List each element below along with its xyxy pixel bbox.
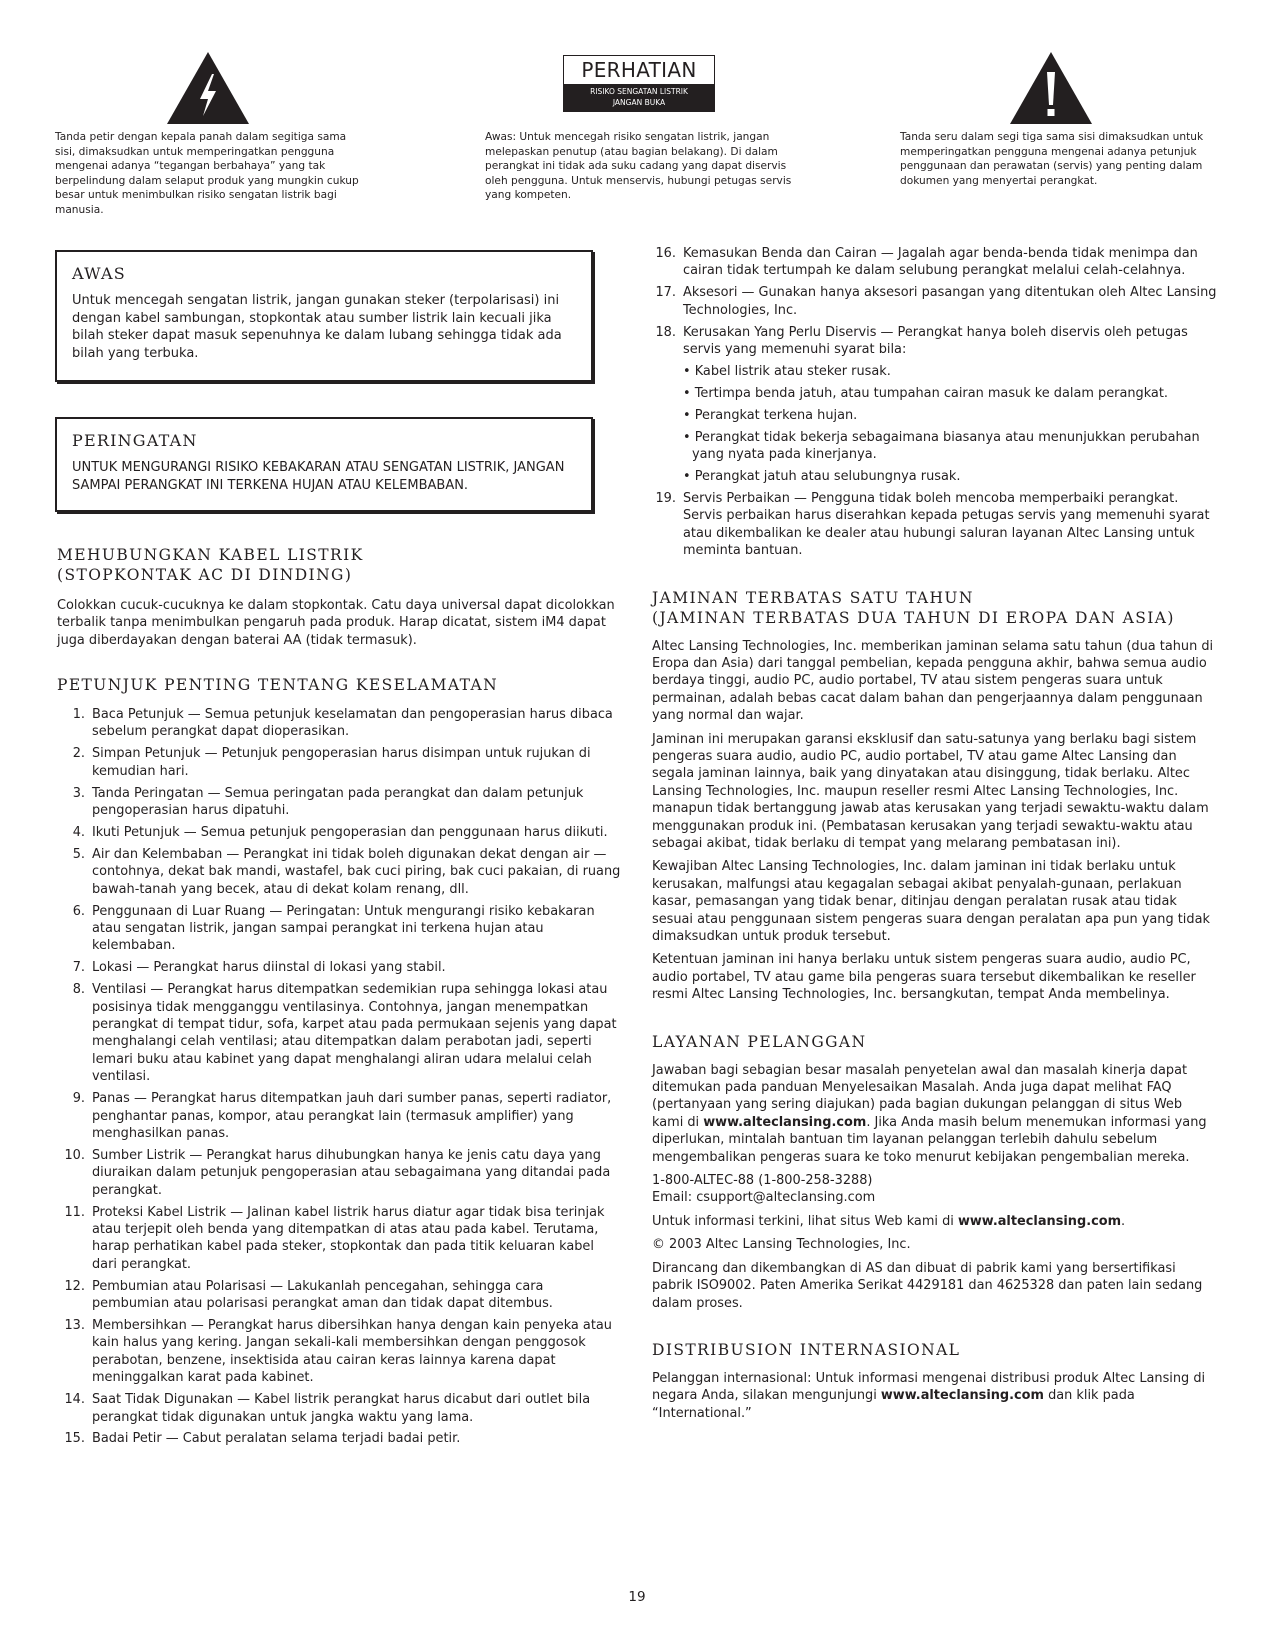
list-item: [652, 324, 1217, 359]
list-item-number: 6.: [72, 903, 85, 919]
list-item: [61, 1278, 622, 1313]
list-item-number: 11.: [64, 1204, 85, 1220]
list-item-number: 8.: [72, 982, 85, 998]
exclamation-symbol-caption: Tanda seru dalam segi tiga sama sisi dimaksudkan untuk memperingatkan pengguna mengenai adanya petunjuk penggunaan dan perawatan (servis) yang penting dalam dokumen yang menyertai perangkat.: [900, 131, 1204, 187]
perhatian-sub-line2: JANGAN BUKA: [612, 98, 666, 107]
page-number: 19: [628, 1589, 646, 1605]
bullet-item: • Perangkat tidak bekerja sebagaimana biasanya atau menunjukkan perubahan yang nyata pada kinerjanya.: [683, 429, 1200, 463]
awas-body: Untuk mencegah sengatan listrik, jangan gunakan steker (terpolarisasi) ini dengan kabel sambungan, stopkontak atau sumber listrik lain kecuali jika bilah steker dapat masuk sepenuhnya ke dalam lubang sehingga tidak ada bilah yang terbuka.: [72, 293, 562, 361]
right-column: [652, 245, 1217, 1428]
bullet-item: • Perangkat terkena hujan.: [683, 407, 858, 423]
list-item: [61, 1090, 622, 1142]
safety-instructions-list-continued: [652, 245, 1217, 358]
list-item-text: Kerusakan Yang Perlu Diservis — Perangkat hanya boleh diservis oleh petugas servis yang memenuhi syarat bila:: [683, 324, 1188, 358]
mehubungkan-section: [57, 545, 622, 655]
list-item-number: 10.: [64, 1147, 85, 1163]
list-item: [61, 981, 622, 1085]
list-item: [61, 1204, 622, 1274]
list-item-number: 2.: [72, 746, 85, 762]
jaminan-paragraph-4: Ketentuan jaminan ini hanya berlaku untuk sistem pengeras suara audio, audio PC, audio portabel, TV atau game bila pengeras suara tersebut dikembalikan ke reseller resmi Altec Lansing Technologies, Inc. bersangkutan, tempat Anda membelinya.: [652, 952, 1196, 1003]
list-item-number: 18.: [655, 324, 676, 340]
electric-shock-warning-icon: [167, 52, 249, 124]
phone-number: 1-800-ALTEC-88 (1-800-258-3288): [652, 1173, 873, 1189]
jaminan-heading: [652, 588, 1217, 628]
support-email: Email: csupport@alteclansing.com: [652, 1190, 876, 1206]
list-item-number: 5.: [72, 846, 85, 862]
exclamation-warning-icon: [1010, 52, 1092, 124]
distribution-website-link[interactable]: www.alteclansing.com: [880, 1388, 1044, 1404]
list-item: [61, 1430, 622, 1447]
list-item-text: Membersihkan — Perangkat harus dibersihkan hanya dengan kain penyeka atau kain halus yang kering. Jangan sekali-kali membersihkan dengan penggosok perabotan, benzene, insektisida atau cairan keras lainnya karena dapat meninggalkan karat pada kabinet.: [92, 1318, 612, 1386]
list-item-text: Kemasukan Benda dan Cairan — Jagalah agar benda-benda tidak menimpa dan cairan tidak tertumpah ke dalam selubung perangkat melalui celah-celahnya.: [683, 246, 1198, 279]
jaminan-heading-line1: JAMINAN TERBATAS SATU TAHUN: [652, 588, 974, 607]
peringatan-body: UNTUK MENGURANGI RISIKO KEBAKARAN ATAU SENGATAN LISTRIK, JANGAN SAMPAI PERANGKAT INI TERKENA HUJAN ATAU KELEMBABAN.: [72, 460, 565, 493]
list-item-number: 13.: [64, 1318, 85, 1333]
design-statement: Dirancang dan dikembangkan di AS dan dibuat di pabrik kami yang bersertifikasi pabrik ISO9002. Paten Amerika Serikat 4429181 dan 4625328 dan paten lain sedang dalam proses.: [652, 1260, 1203, 1311]
list-item-text: Servis Perbaikan — Pengguna tidak boleh mencoba memperbaiki perangkat. Servis perbaikan harus diserahkan kepada petugas servis yang memenuhi syarat atau dikembalikan ke dealer atau hubungi saluran layanan Altec Lansing untuk meminta bantuan.: [683, 490, 1210, 559]
list-item-text: Lokasi — Perangkat harus diinstal di lokasi yang stabil.: [92, 960, 446, 976]
copyright: © 2003 Altec Lansing Technologies, Inc.: [652, 1237, 911, 1253]
list-item-number: 1.: [72, 707, 85, 722]
info-text-a: Untuk informasi terkini, lihat situs Web kami di: [652, 1213, 958, 1229]
list-item-number: 9.: [72, 1091, 85, 1107]
peringatan-title: PERINGATAN: [72, 431, 198, 450]
list-item: [61, 959, 622, 976]
list-item-text: Air dan Kelembaban — Perangkat ini tidak boleh digunakan dekat dengan air — contohnya, dekat bak mandi, wastafel, bak cuci piring, bak cuci pakaian, di ruang bawah-tanah yang becek, atau di dekat kolam renang, dll.: [92, 846, 621, 897]
petunjuk-section: [57, 675, 622, 1452]
lightning-symbol-caption: Tanda petir dengan kepala panah dalam segitiga sama sisi, dimaksudkan untuk memperingatkan pengguna mengenai adanya “tegangan berbahaya” yang tak berpelindung dalam selaput produk yang mungkin cukup besar untuk menimbulkan risiko sengatan listrik bagi manusia.: [55, 131, 359, 216]
mehubungkan-body: Colokkan cucuk-cucuknya ke dalam stopkontak. Catu daya universal dapat dicolokkan terbalik tanpa menimbulkan pengaruh pada produk. Harap dicatat, sistem iM4 dapat juga diberdayakan dengan baterai AA (tidak termasuk).: [57, 598, 615, 648]
contact-lines: [652, 1172, 1217, 1207]
petunjuk-heading: PETUNJUK PENTING TENTANG KESELAMATAN: [57, 676, 499, 694]
layanan-heading: LAYANAN PELANGGAN: [652, 1032, 867, 1051]
perhatian-subtitle: [564, 84, 714, 111]
list-item: [61, 745, 622, 780]
list-item-number: 19.: [655, 490, 676, 506]
safety-instructions-list-last: [652, 490, 1217, 560]
awas-title: AWAS: [72, 264, 126, 283]
jaminan-paragraph-1: Altec Lansing Technologies, Inc. memberikan jaminan selama satu tahun (dua tahun di Eropa dan Asia) dari tanggal pembelian, kepada pengguna akhir, bahwa semua audio berdaya tinggi, audio PC, audio portabel, TV atau sistem pengeras suara untuk permainan, adalah bebas cacat dalam bahan dan pengerjaannya dalam penggunaan yang normal dan wajar.: [652, 638, 1214, 724]
info-text-b: .: [1121, 1213, 1126, 1229]
list-item-number: 16.: [655, 246, 676, 261]
list-item-number: 15.: [64, 1431, 85, 1447]
list-item: [652, 284, 1217, 319]
list-item-text: Saat Tidak Digunakan — Kabel listrik perangkat harus dicabut dari outlet bila perangkat tidak digunakan untuk jangka waktu yang lama.: [92, 1392, 591, 1425]
distribusi-paragraph: [652, 1370, 1217, 1422]
list-item-text: Panas — Perangkat harus ditempatkan jauh dari sumber panas, seperti radiator, penghantar panas, kompor, atau perangkat lain (termasuk amplifier) yang menghasilkan panas.: [92, 1091, 612, 1141]
distribusi-text-b: dan klik pada “International.”: [652, 1388, 1135, 1421]
layanan-text-a: Jawaban bagi sebagian besar masalah penyetelan awal dan masalah kinerja dapat ditemukan pada panduan Menyelesaikan Masalah. Anda juga dapat melihat FAQ (pertanyaan yang sering diajukan) pada bagian dukungan pelanggan di situs Web kami di: [652, 1062, 1188, 1130]
list-item-text: Tanda Peringatan — Semua peringatan pada perangkat dan dalam petunjuk pengoperasian harus dipatuhi.: [92, 785, 584, 819]
list-item-text: Pembumian atau Polarisasi — Lakukanlah pencegahan, sehingga cara pembumian atau polarisasi perangkat aman dan tidak dapat ditembus.: [92, 1278, 553, 1312]
support-website-link[interactable]: www.alteclansing.com: [703, 1114, 867, 1130]
list-item-text: Badai Petir — Cabut peralatan selama terjadi badai petir.: [92, 1431, 461, 1447]
jaminan-paragraph-2: Jaminan ini merupakan garansi eksklusif dan satu-satunya yang berlaku bagi sistem pengeras suara audio, audio PC, audio portabel, TV atau game Altec Lansing dan segala jaminan lainnya, baik yang dinyatakan atau disinggung, tidak berlaku. Altec Lansing Technologies, Inc. maupun reseller resmi Altec Lansing Technologies, Inc. manapun tidak bertanggung jawab atas kerusakan yang terjadi sewaktu-waktu dalam menggunakan produk ini. (Pembatasan kerusakan yang terjadi sewaktu-waktu atau sebagai akibat, tidak berlaku di tempat yang melarang pembatasan ini).: [652, 731, 1209, 851]
list-item: [61, 846, 622, 898]
service-conditions-list: [652, 363, 1217, 485]
list-item: [61, 903, 622, 955]
list-item: [61, 785, 622, 820]
list-item: [61, 1391, 622, 1426]
distribusi-text-a: Pelanggan internasional: Untuk informasi mengenai distribusi produk Altec Lansing di negara Anda, silakan mengunjungi: [652, 1370, 1206, 1404]
safety-instructions-list: [57, 706, 622, 1448]
list-item: [61, 1147, 622, 1199]
jaminan-paragraph-3: Kewajiban Altec Lansing Technologies, Inc. dalam jaminan ini tidak berlaku untuk kerusakan, malfungsi atau kegagalan sebagai akibat penyalah-gunaan, perlakuan kasar, pemasangan yang tidak benar, ditinjau dengan peralatan rusak atau tidak sesuai atau penggunaan sistem pengeras suara dengan peralatan apa pun yang tidak dimaksudkan untuk produk tersebut.: [652, 859, 1210, 944]
list-item: [61, 824, 622, 841]
peringatan-box: [55, 417, 593, 512]
list-item-number: 7.: [72, 960, 85, 976]
list-item-text: Ventilasi — Perangkat harus ditempatkan sedemikian rupa sehingga lokasi atau posisinya tidak mengganggu ventilasinya. Contohnya, jangan menempatkan perangkat di tempat tidur, sofa, karpet atau pada permukaan sejenis yang dapat menghalangi celah ventilasi; atau ditempatkan dalam perabotan jadi, seperti lemari buku atau kabinet yang dapat menghalangi aliran udara melalui celah ventilasi.: [92, 982, 617, 1085]
layanan-text-b: . Jika Anda masih belum menemukan informasi yang diperlukan, mintalah bantuan tim layanan pelanggan terlebih dahulu sebelum mengembalikan pengeras suara ke toko menurut kebijakan pengembalian mereka.: [652, 1114, 1207, 1165]
list-item: [652, 490, 1217, 560]
bullet-item: • Perangkat jatuh atau selubungnya rusak.: [683, 468, 961, 484]
list-item: [652, 245, 1217, 280]
list-item-number: 12.: [64, 1278, 85, 1294]
mehubungkan-heading-line2: (STOPKONTAK AC DI DINDING): [57, 566, 353, 584]
list-item-text: Simpan Petunjuk — Petunjuk pengoperasian harus disimpan untuk rujukan di kemudian hari.: [92, 746, 591, 779]
list-item-number: 4.: [72, 824, 85, 840]
list-item: [61, 706, 622, 741]
list-item-number: 17.: [655, 285, 676, 301]
perhatian-label: [563, 55, 715, 112]
list-item-number: 3.: [72, 785, 85, 801]
perhatian-title: PERHATIAN: [581, 58, 697, 82]
list-item-text: Aksesori — Gunakan hanya aksesori pasangan yang ditentukan oleh Altec Lansing Technologies, Inc.: [683, 285, 1217, 318]
perhatian-caption: Awas: Untuk mencegah risiko sengatan listrik, jangan melepaskan penutup (atau bagian belakang). Di dalam perangkat ini tidak ada suku cadang yang dapat diservis oleh pengguna. Untuk menservis, hubungi petugas servis yang kompeten.: [485, 131, 792, 201]
list-item-text: Baca Petunjuk — Semua petunjuk keselamatan dan pengoperasian harus dibaca sebelum perangkat dapat dioperasikan.: [92, 707, 613, 740]
list-item-text: Ikuti Petunjuk — Semua petunjuk pengoperasian dan penggunaan harus diikuti.: [92, 824, 608, 840]
list-item-text: Penggunaan di Luar Ruang — Peringatan: Untuk mengurangi risiko kebakaran atau sengatan listrik, jangan sampai perangkat ini terkena hujan atau kelembaban.: [92, 903, 595, 954]
distribusi-heading: DISTRIBUSION INTERNASIONAL: [652, 1340, 961, 1359]
list-item-text: Proteksi Kabel Listrik — Jalinan kabel listrik harus diatur agar tidak bisa terinjak atau terjepit oleh benda yang ditempatkan di atas atau pada kabel. Terutama, harap perhatikan kabel pada steker, stopkontak dan pada titik keluaran kabel dari perangkat.: [92, 1204, 605, 1272]
info-website-link[interactable]: www.alteclansing.com: [957, 1213, 1122, 1229]
list-item: [61, 1317, 622, 1387]
jaminan-heading-line2: (JAMINAN TERBATAS DUA TAHUN DI EROPA DAN ASIA): [652, 608, 1175, 627]
list-item-text: Sumber Listrik — Perangkat harus dihubungkan hanya ke jenis catu daya yang diuraikan dalam petunjuk pengoperasian atau sebagaimana yang ditandai pada perangkat.: [92, 1147, 611, 1198]
info-line: [652, 1213, 1217, 1230]
bullet-item: • Tertimpa benda jatuh, atau tumpahan cairan masuk ke dalam perangkat.: [683, 385, 1168, 401]
layanan-paragraph: [652, 1062, 1217, 1166]
awas-box: [55, 250, 593, 382]
mehubungkan-heading: [57, 545, 622, 585]
bullet-item: • Kabel listrik atau steker rusak.: [683, 363, 891, 379]
perhatian-sub-line1: RISIKO SENGATAN LISTRIK: [590, 87, 688, 96]
list-item-number: 14.: [64, 1392, 85, 1408]
mehubungkan-heading-line1: MEHUBUNGKAN KABEL LISTRIK: [57, 546, 364, 564]
